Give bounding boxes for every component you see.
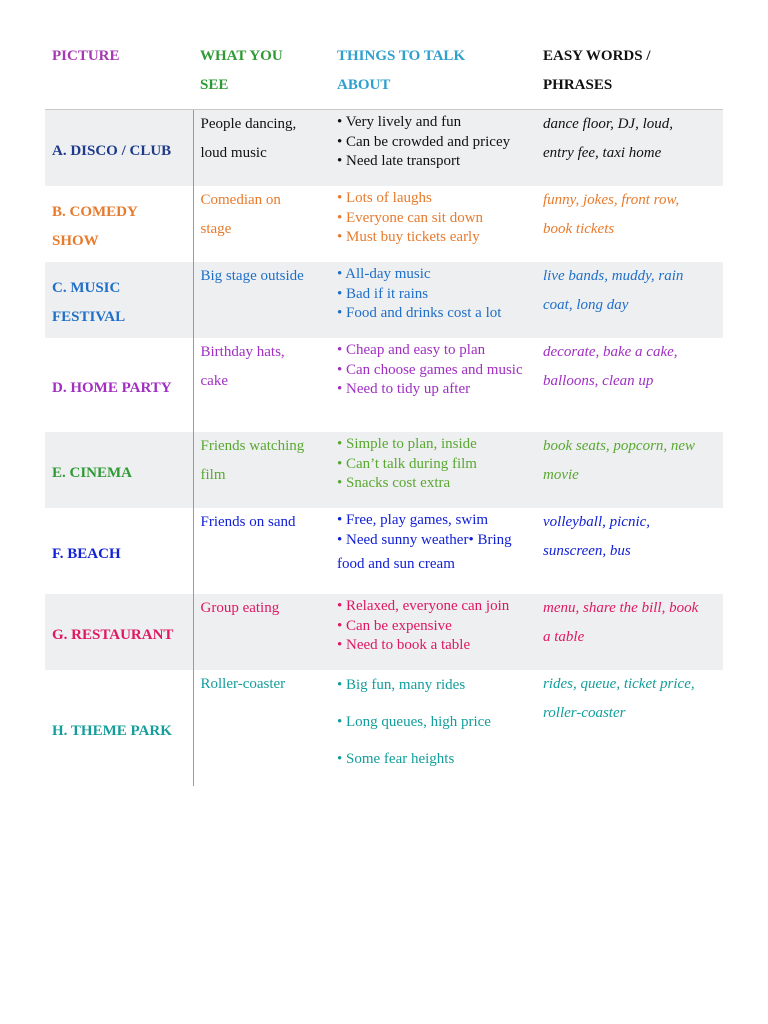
row-picture: E. CINEMA [45,432,193,508]
table-row [45,670,723,786]
row-picture [45,186,193,262]
row-things-to-talk [330,338,536,432]
words-line: volleyball, picnic, [543,514,651,530]
talk-item: • Long queues, high price [337,714,491,730]
see-line: Friends on sand [200,514,296,530]
table-row [45,186,723,262]
row-easy-words [536,670,723,786]
see-line: Big stage outside [200,268,304,284]
row-picture: D. HOME PARTY [52,379,172,396]
table-row [45,262,723,338]
picture-line: B. COMEDY [52,204,138,220]
row-what-you-see [193,432,330,508]
talk-item: • Need sunny weather• Bring [337,531,512,548]
picture-line: C. MUSIC [52,280,121,296]
header-things-line1: THINGS TO TALK [337,48,466,64]
row-picture: H. THEME PARK [52,722,172,739]
talk-item: • Free, play games, swim [337,512,489,528]
words-line: menu, share the bill, book [543,600,699,616]
see-line: Friends watching [200,438,305,454]
talk-item: • Can choose games and music [337,361,523,378]
talk-item: • All-day music [337,266,431,282]
header-what-you-see-line1: WHAT YOU [200,48,283,64]
header-easy-line2: PHRASES [543,77,613,93]
header-things-to-talk-about [330,30,536,110]
header-what-you-see-line2: SEE [200,77,229,93]
party-options-table [45,30,723,786]
talk-item: • Can be crowded and pricey [337,133,511,150]
words-line: sunscreen, bus [543,543,631,559]
row-what-you-see [193,338,330,432]
talk-item: • Can be expensive [337,617,452,634]
talk-item: • Need to tidy up after [337,381,471,397]
row-picture: F. BEACH [52,545,121,562]
words-line: dance floor, DJ, loud, [543,116,673,132]
words-line: live bands, muddy, rain [543,268,684,284]
row-what-you-see [193,594,330,670]
row-easy-words [536,186,723,262]
talk-item: • Need to book a table [337,637,471,653]
see-line: People dancing, [200,116,297,132]
words-line: decorate, bake a cake, [543,344,678,360]
see-line: cake [200,373,228,389]
row-easy-words [536,432,723,508]
header-easy-words [536,30,723,110]
talk-item: • Cheap and easy to plan [337,342,486,358]
table-row [45,508,723,594]
row-picture: A. DISCO / CLUB [45,110,193,187]
talk-item: • Must buy tickets early [337,229,480,245]
row-things-to-talk [330,432,536,508]
words-line: balloons, clean up [543,373,654,389]
table-row [45,338,723,432]
row-things-to-talk [330,670,536,786]
table-row [45,110,723,187]
talk-item: food and sun cream [337,556,455,572]
see-line: Group eating [200,600,280,616]
talk-item: • Food and drinks cost a lot [337,305,502,321]
row-easy-words [536,594,723,670]
page [45,30,723,786]
see-line: Roller-coaster [200,676,286,692]
row-what-you-see [193,508,330,594]
talk-item: • Some fear heights [337,751,455,767]
see-line: stage [200,221,232,237]
header-things-line2: ABOUT [337,77,391,93]
row-picture: G. RESTAURANT [45,594,193,670]
talk-item: • Everyone can sit down [337,209,484,226]
words-line: funny, jokes, front row, [543,192,680,208]
talk-item: • Snacks cost extra [337,475,451,491]
talk-item: • Big fun, many rides [337,677,466,693]
row-easy-words [536,110,723,187]
row-what-you-see [193,186,330,262]
picture-line: SHOW [52,233,99,249]
table-row [45,594,723,670]
row-things-to-talk [330,186,536,262]
picture-line: FESTIVAL [52,309,126,325]
words-line: coat, long day [543,297,629,313]
words-line: a table [543,629,585,645]
talk-item: • Can’t talk during film [337,455,477,472]
talk-item: • Relaxed, everyone can join [337,598,510,614]
row-what-you-see [193,262,330,338]
header-easy-line1: EASY WORDS / [543,48,651,64]
row-easy-words [536,508,723,594]
see-line: Birthday hats, [200,344,285,360]
talk-item: • Very lively and fun [337,114,462,130]
talk-item: • Need late transport [337,153,461,169]
table-row [45,432,723,508]
words-line: book seats, popcorn, new [543,438,696,454]
row-things-to-talk [330,594,536,670]
words-line: movie [543,467,579,483]
words-line: book tickets [543,221,615,237]
words-line: rides, queue, ticket price, [543,676,695,692]
see-line: film [200,467,226,483]
talk-item: • Bad if it rains [337,285,429,302]
see-line: loud music [200,145,267,161]
table-header [45,30,723,110]
row-picture [45,262,193,338]
header-picture: PICTURE [45,30,193,110]
row-things-to-talk [330,508,536,594]
words-line: roller-coaster [543,705,626,721]
row-easy-words [536,262,723,338]
row-easy-words [536,338,723,432]
words-line: entry fee, taxi home [543,145,662,161]
talk-item: • Lots of laughs [337,190,432,206]
row-things-to-talk [330,262,536,338]
header-what-you-see [193,30,330,110]
row-things-to-talk [330,110,536,187]
see-line: Comedian on [200,192,281,208]
row-what-you-see [193,670,330,786]
talk-item: • Simple to plan, inside [337,436,477,452]
row-what-you-see [193,110,330,187]
